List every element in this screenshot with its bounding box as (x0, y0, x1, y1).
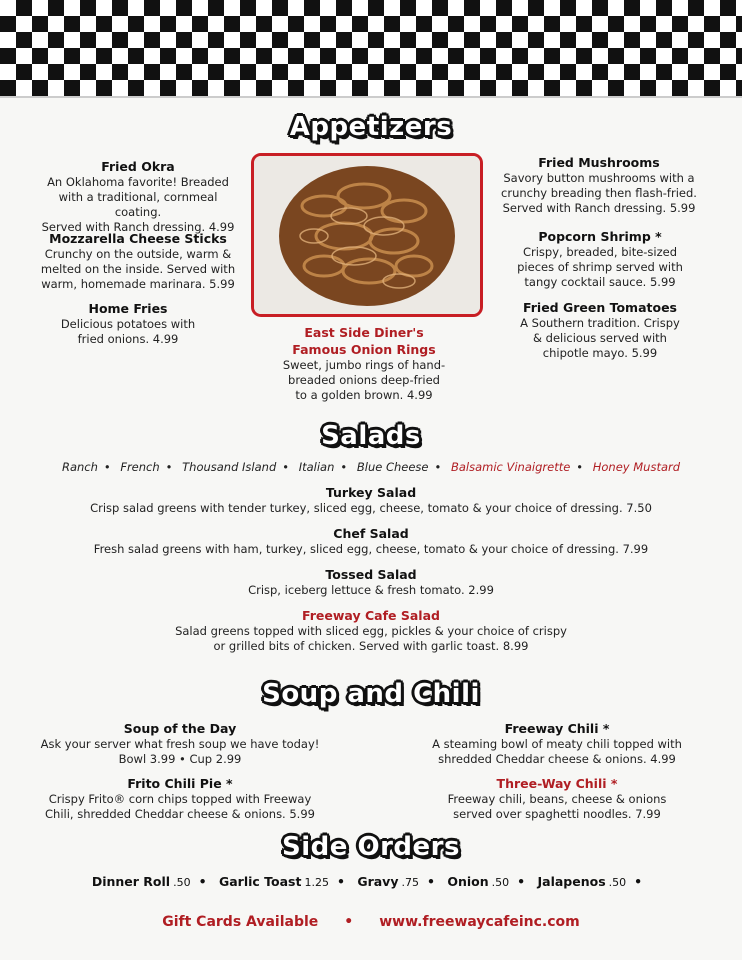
side-item (219, 874, 329, 889)
item-description: An Oklahoma favorite! Breaded with a traditional, cornmeal coating. Served with Ranch dressing. 4.99 (41, 175, 235, 234)
side-name: Garlic Toast (218, 874, 302, 889)
item-description: Crisp, iceberg lettuce & fresh tomato. 2.99 (248, 583, 494, 597)
menu-item-fried-green-tomatoes (492, 299, 708, 361)
dressing-option: Blue Cheese (356, 460, 429, 474)
item-description: Crisp salad greens with tender turkey, sliced egg, cheese, tomato & your choice of dressing. 7.50 (90, 501, 652, 515)
dressing-option: Balsamic Vinaigrette (450, 460, 571, 474)
item-name: Turkey Salad (325, 485, 417, 500)
side-name: Jalapenos (537, 874, 606, 889)
dressing-option: Italian (298, 460, 335, 474)
footer: Gift Cards Available • www.freewaycafeinc.com (162, 914, 580, 930)
menu-item-popcorn-shrimp (492, 228, 708, 290)
item-name: Fried Okra (101, 159, 175, 174)
item-description: Salad greens topped with sliced egg, pickles & your choice of crispy or grilled bits of chicken. Served with garlic toast. 8.99 (175, 624, 567, 653)
item-name: Tossed Salad (325, 567, 417, 582)
menu-item-tossed-salad (20, 566, 722, 598)
item-name: Freeway Chili * (504, 721, 610, 736)
appetizers-heading: Appetizers (289, 112, 453, 142)
checkered-banner (0, 0, 742, 98)
menu-item-chef-salad (20, 525, 722, 557)
menu-item-fried-mushrooms (486, 154, 712, 216)
item-name: Mozzarella Cheese Sticks (49, 231, 227, 246)
menu-item-frito-chili-pie (20, 775, 340, 822)
item-description: A steaming bowl of meaty chili topped with shredded Cheddar cheese & onions. 4.99 (432, 737, 682, 766)
item-description: Freeway chili, beans, cheese & onions served over spaghetti noodles. 7.99 (447, 792, 667, 821)
menu-item-freeway-cafe-salad (20, 607, 722, 654)
menu-item-mozzarella-sticks (28, 230, 248, 292)
item-name: Fried Green Tomatoes (523, 300, 677, 315)
side-name: Dinner Roll (91, 874, 171, 889)
item-name: Popcorn Shrimp * (538, 229, 662, 244)
item-name: East Side Diner's Famous Onion Rings (292, 325, 436, 357)
item-name: Soup of the Day (123, 721, 237, 736)
item-name: Home Fries (88, 301, 168, 316)
menu-item-freeway-chili (392, 720, 722, 767)
side-item (447, 874, 509, 889)
item-description: Savory button mushrooms with a crunchy breading then flash-fried. Served with Ranch dressing. 5.99 (501, 171, 697, 215)
dressing-option: Honey Mustard (592, 460, 681, 474)
item-description: Ask your server what fresh soup we have today! Bowl 3.99 • Cup 2.99 (40, 737, 320, 766)
website-link[interactable]: www.freewaycafeinc.com (379, 914, 580, 930)
salads-heading: Salads (321, 421, 421, 451)
side-price: 1.25 (304, 876, 329, 889)
dressing-option: Thousand Island (182, 460, 277, 474)
side-price: .50 (173, 876, 191, 889)
menu-item-fried-okra (38, 158, 238, 235)
side-name: Onion (447, 874, 489, 889)
menu-item-onion-rings (246, 324, 482, 403)
dressing-option: French (120, 460, 160, 474)
onion-rings-photo (251, 153, 483, 317)
item-description: Crispy, breaded, bite-sized pieces of shrimp served with tangy cocktail sauce. 5.99 (517, 245, 683, 289)
item-description: Sweet, jumbo rings of hand- breaded onions deep-fried to a golden brown. 4.99 (282, 358, 446, 402)
side-orders-list: Dinner Roll .50 • Garlic Toast 1.25 • Gravy .75 • Onion .50 • Jalapenos .50 • (91, 874, 643, 889)
dressing-list: Ranch • French • Thousand Island • Italian • Blue Cheese • Balsamic Vinaigrette • Honey Mustard (61, 460, 681, 474)
item-name: Three-Way Chili * (496, 776, 618, 791)
item-description: Crispy Frito® corn chips topped with Freeway Chili, shredded Cheddar cheese & onions. 5.99 (45, 792, 315, 821)
side-item (537, 874, 626, 889)
item-name: Chef Salad (333, 526, 409, 541)
side-price: .50 (491, 876, 510, 889)
menu-item-home-fries (28, 300, 228, 347)
item-name: Freeway Cafe Salad (302, 608, 440, 623)
item-name: Frito Chili Pie * (127, 776, 233, 791)
item-description: Delicious potatoes with fried onions. 4.99 (60, 317, 196, 346)
menu-item-three-way-chili (392, 775, 722, 822)
side-name: Gravy (357, 874, 399, 889)
side-item (92, 874, 191, 889)
item-description: Fresh salad greens with ham, turkey, sliced egg, cheese, tomato & your choice of dressing. 7.99 (93, 542, 649, 556)
dressing-option: Ranch (61, 460, 98, 474)
side-price: .75 (401, 876, 419, 889)
gift-cards-text: Gift Cards Available (162, 914, 319, 930)
item-description: A Southern tradition. Crispy & delicious served with chipotle mayo. 5.99 (520, 316, 680, 360)
side-item (357, 874, 419, 889)
item-name: Fried Mushrooms (538, 155, 660, 170)
side-price: .50 (608, 876, 627, 889)
menu-item-soup-of-the-day (20, 720, 340, 767)
side-orders-heading: Side Orders (282, 832, 460, 862)
item-description: Crunchy on the outside, warm & melted on the inside. Served with warm, homemade marinara. 5.99 (40, 247, 236, 291)
menu-item-turkey-salad (20, 484, 722, 516)
soup-chili-heading: Soup and Chili (262, 679, 480, 709)
